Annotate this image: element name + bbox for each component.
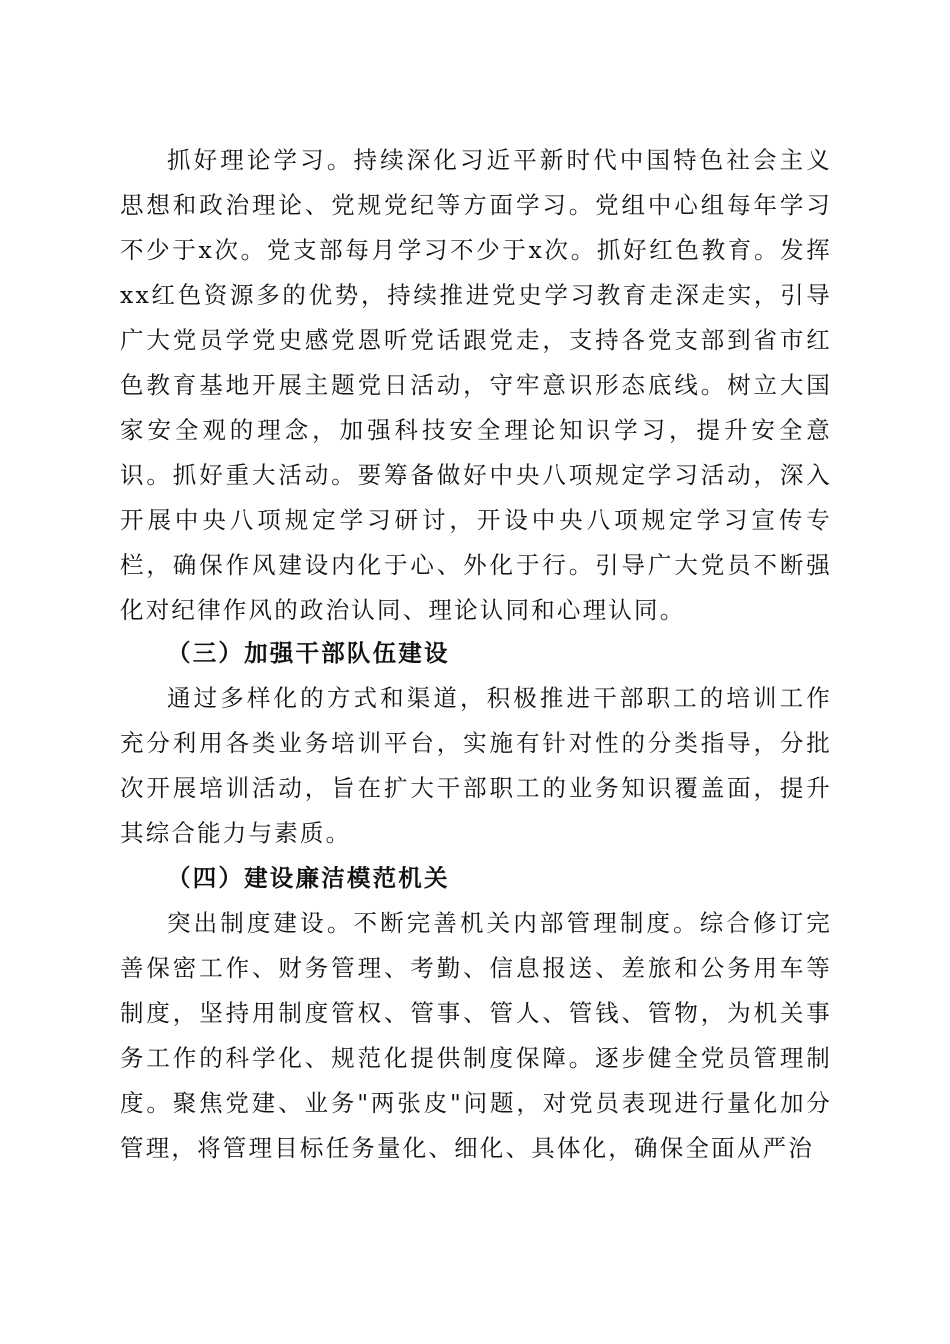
paragraph-theory-study: 抓好理论学习。持续深化习近平新时代中国特色社会主义思想和政治理论、党规党纪等方面学习。党组中心组每年学习不少于x次。党支部每月学习不少于x次。抓好红色教育。发挥xx红色资源多的优势，持续推进党史学习教育走深走实，引导广大党员学党史感党恩听党话跟党走，支持各党支部到省市红色教育基地开展主题党日活动，守牢意识形态底线。树立大国家安全观的理念，加强科技安全理论知识学习，提升安全意识。抓好重大活动。要筹备做好中央八项规定学习活动，深入开展中央八项规定学习研讨，开设中央八项规定学习宣传专栏，确保作风建设内化于心、外化于行。引导广大党员不断强化对纪律作风的政治认同、理论认同和心理认同。	[120, 146, 832, 624]
paragraph-cadre-training: 通过多样化的方式和渠道，积极推进干部职工的培训工作充分利用各类业务培训平台，实施有针对性的分类指导，分批次开展培训活动，旨在扩大干部职工的业务知识覆盖面，提升其综合能力与素质。	[120, 684, 832, 847]
section-heading-cadre-team: （三）加强干部队伍建设	[167, 639, 450, 667]
section-heading-clean-agency: （四）建设廉洁模范机关	[167, 864, 450, 892]
lower-text-block	[120, 631, 832, 1171]
upper-text-block	[120, 138, 832, 633]
paragraph-institution-building: 突出制度建设。不断完善机关内部管理制度。综合修订完善保密工作、财务管理、考勤、信息报送、差旅和公务用车等制度，坚持用制度管权、管事、管人、管钱、管物，为机关事务工作的科学化、规范化提供制度保障。逐步健全党员管理制度。聚焦党建、业务"两张皮"问题，对党员表现进行量化加分管理，将管理目标任务量化、细化、具体化，确保全面从严治	[120, 909, 832, 1162]
